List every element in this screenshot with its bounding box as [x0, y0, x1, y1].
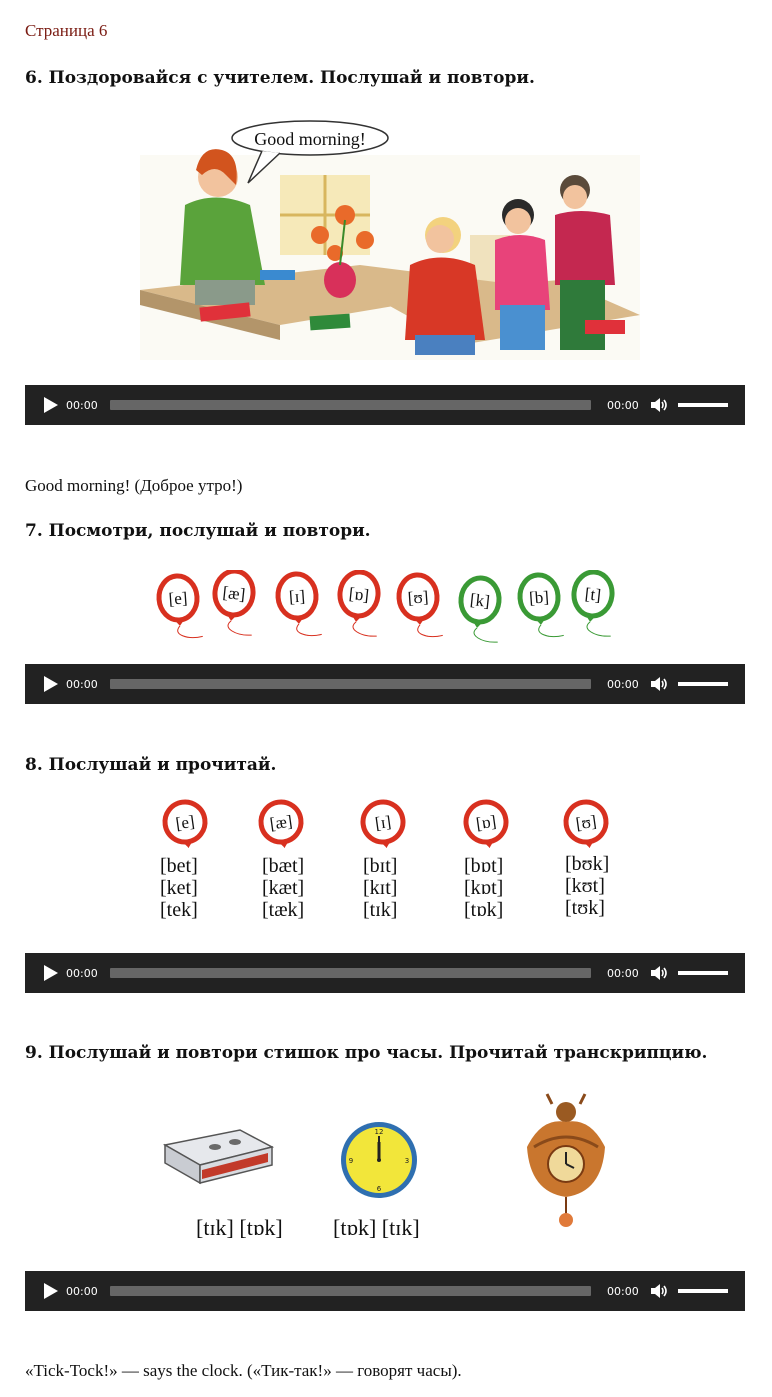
duration: 00:00: [607, 398, 639, 412]
transcription-column-e: [160, 855, 198, 921]
current-time: 00:00: [66, 677, 98, 691]
progress-rail[interactable]: [110, 968, 591, 978]
transcription-word: [bet]: [160, 855, 198, 877]
transcription-word: [bɪt]: [363, 855, 398, 877]
svg-text:3: 3: [404, 1157, 410, 1165]
balloon8-3-label: [ɒ]: [474, 811, 498, 834]
balloon8-3: [463, 799, 513, 848]
duration: 00:00: [607, 677, 639, 691]
balloon-0: [158, 575, 203, 640]
transcription-word: [bɒt]: [464, 855, 504, 877]
balloon8-1: [258, 799, 308, 848]
exercise-9-heading: 9. Послушай и повтори стишок про часы. Прочитай транскрипцию.: [25, 1043, 708, 1063]
transcription-column-u: [565, 853, 609, 919]
exercise-6-heading: 6. Поздоровайся с учителем. Послушай и повтори.: [25, 68, 535, 88]
balloon8-2: [360, 799, 410, 848]
balloon8-4-label: [ʊ]: [574, 811, 598, 834]
play-icon[interactable]: [44, 676, 58, 692]
wall-clock-illustration: [335, 1120, 425, 1200]
svg-text:12: 12: [374, 1128, 384, 1136]
balloon-6-label: [b]: [528, 587, 550, 608]
balloon-7-label: [t]: [583, 584, 602, 605]
transcription-word: [tɪk]: [363, 899, 398, 921]
volume-icon[interactable]: [651, 965, 669, 981]
transcription-word: [tʊk]: [565, 897, 605, 919]
volume-icon[interactable]: [651, 1283, 669, 1299]
clock-caption-1: [tɪk] [tɒk]: [196, 1215, 283, 1240]
transcription-column-ae: [262, 855, 304, 921]
balloon-4-label: [ʊ]: [407, 587, 430, 608]
balloon8-4: [563, 799, 613, 848]
transcription-word: [tɒk]: [464, 899, 504, 921]
balloon-1-label: [æ]: [221, 582, 247, 605]
balloon-4: [398, 574, 443, 639]
volume-slider[interactable]: [678, 971, 728, 975]
balloon8-0: [162, 799, 212, 848]
audio-player-4[interactable]: [25, 1271, 745, 1311]
digital-clock-illustration: [160, 1125, 275, 1190]
play-icon[interactable]: [44, 965, 58, 981]
page-label: Страница 6: [25, 21, 108, 40]
speech-bubble-text: Good morning!: [254, 129, 366, 149]
transcription-word: [bæt]: [262, 855, 305, 877]
play-icon[interactable]: [44, 397, 58, 413]
progress-rail[interactable]: [110, 679, 591, 689]
transcription-word: [kæt]: [262, 877, 305, 899]
balloon-6: [519, 574, 564, 639]
progress-rail[interactable]: [110, 400, 591, 410]
audio-player-3[interactable]: [25, 953, 745, 993]
exercise-9-caption: «Tick-Tock!» — says the clock. («Тик-так!» — говорят часы).: [25, 1361, 462, 1380]
svg-text:6: 6: [376, 1185, 382, 1193]
balloon8-2-label: [ɪ]: [373, 811, 393, 834]
balloon-3-label: [ɒ]: [347, 583, 370, 606]
classroom-illustration: [140, 115, 640, 360]
balloon-2-label: [ɪ]: [288, 586, 306, 607]
duration: 00:00: [607, 966, 639, 980]
audio-player-1[interactable]: [25, 385, 745, 425]
balloon-7: [570, 570, 617, 637]
transcription-word: [kʊt]: [565, 875, 605, 897]
current-time: 00:00: [66, 1284, 98, 1298]
audio-player-2[interactable]: [25, 664, 745, 704]
cuckoo-clock-illustration: [522, 1092, 610, 1232]
current-time: 00:00: [66, 966, 98, 980]
transcription-word: [kɪt]: [363, 877, 398, 899]
balloon-0-label: [e]: [167, 588, 189, 609]
balloons-row-8: [150, 798, 620, 848]
volume-icon[interactable]: [651, 676, 669, 692]
exercise-7-heading: 7. Посмотри, послушай и повтори.: [25, 521, 371, 541]
volume-slider[interactable]: [678, 403, 728, 407]
volume-slider[interactable]: [678, 682, 728, 686]
current-time: 00:00: [66, 398, 98, 412]
balloon-2: [277, 573, 322, 638]
balloon-5: [457, 576, 504, 643]
clock-caption-2: [tɒk] [tɪk]: [333, 1215, 420, 1240]
transcription-word: [tek]: [160, 899, 198, 921]
exercise-8-heading: 8. Послушай и прочитай.: [25, 755, 277, 775]
transcription-word: [ket]: [160, 877, 198, 899]
transcription-word: [bʊk]: [565, 853, 610, 875]
play-icon[interactable]: [44, 1283, 58, 1299]
progress-rail[interactable]: [110, 1286, 591, 1296]
transcription-column-i: [363, 855, 397, 921]
balloon-3: [336, 570, 383, 637]
duration: 00:00: [607, 1284, 639, 1298]
balloon8-0-label: [e]: [174, 811, 196, 834]
balloons-row: [150, 570, 620, 645]
balloon-1: [211, 570, 258, 636]
transcription-word: [tæk]: [262, 899, 305, 921]
balloon-5-label: [k]: [469, 590, 491, 611]
volume-slider[interactable]: [678, 1289, 728, 1293]
transcription-word: [kɒt]: [464, 877, 504, 899]
volume-icon[interactable]: [651, 397, 669, 413]
transcription-column-o: [464, 855, 503, 921]
balloon8-1-label: [æ]: [268, 811, 294, 834]
exercise-6-caption: Good morning! (Доброе утро!): [25, 476, 243, 495]
svg-text:9: 9: [348, 1157, 354, 1165]
